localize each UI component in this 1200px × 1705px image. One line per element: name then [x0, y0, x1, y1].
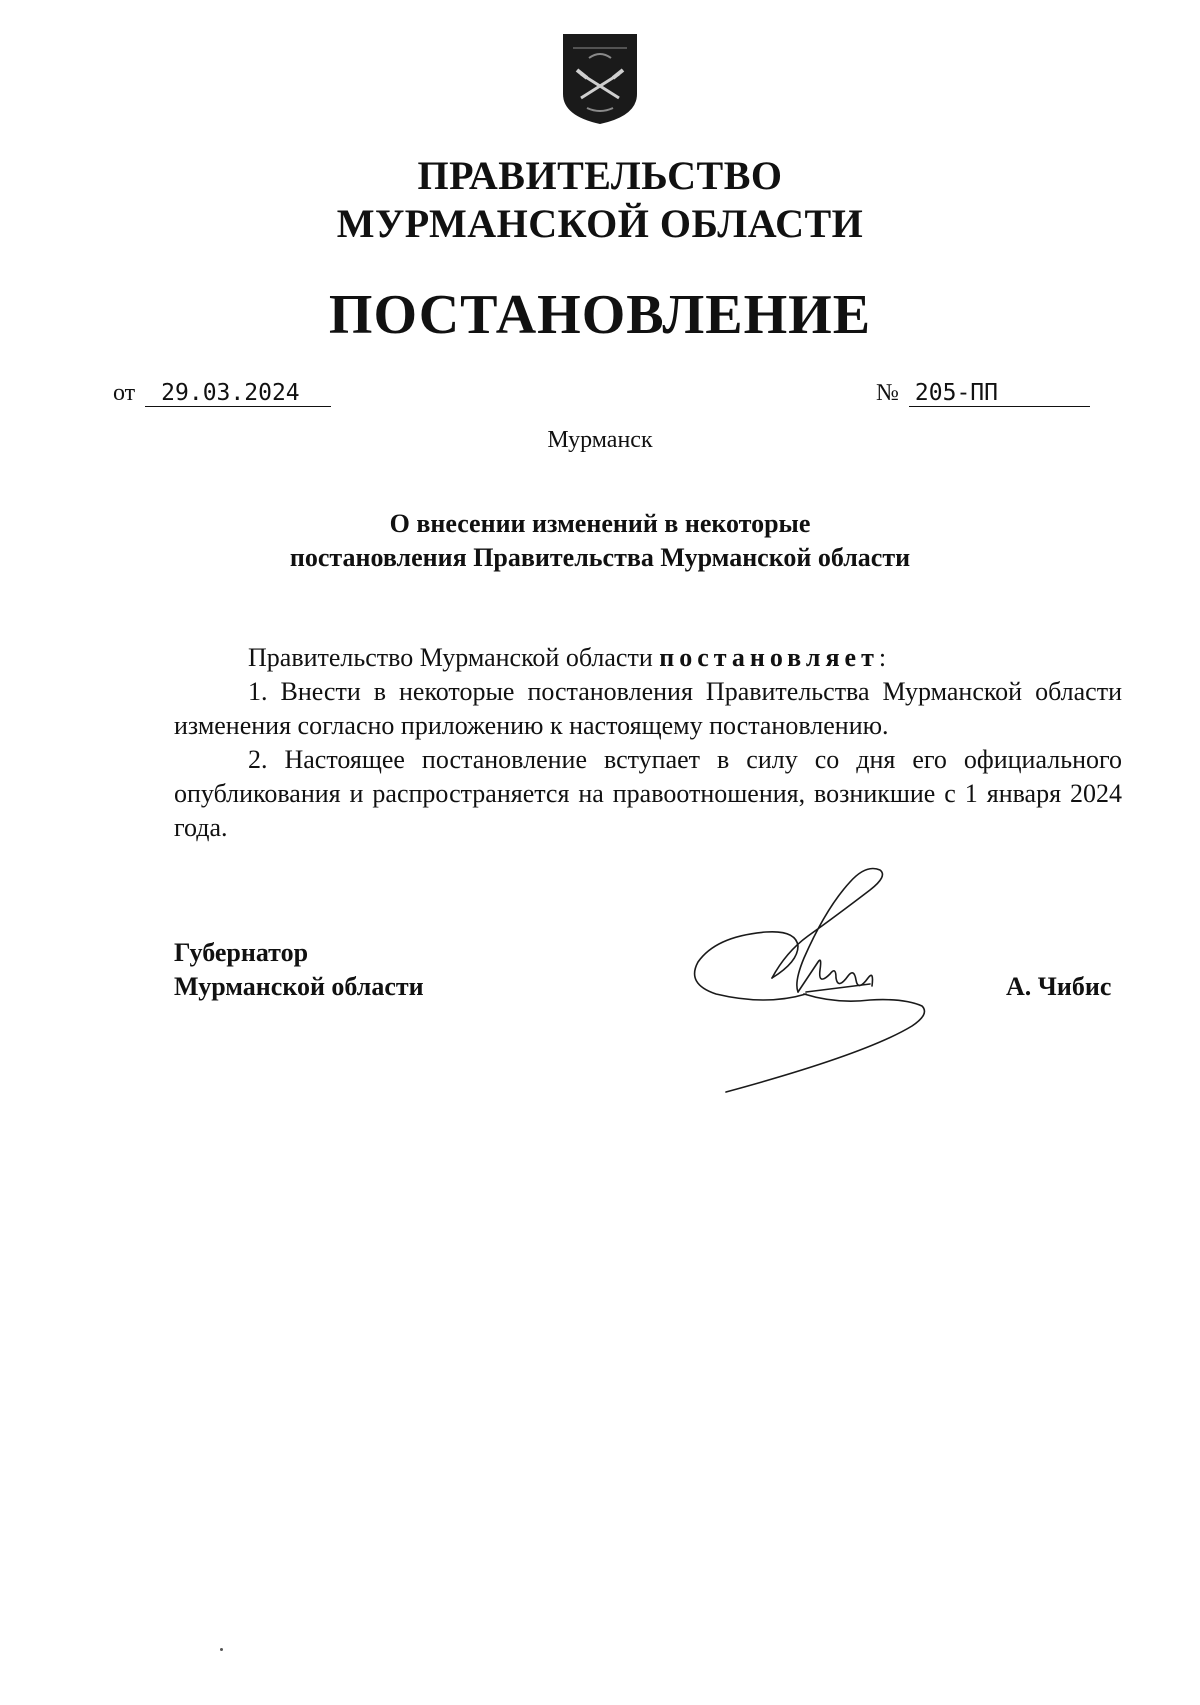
gov-title-line1: ПРАВИТЕЛЬСТВО	[417, 153, 783, 198]
number-prefix: №	[876, 380, 899, 406]
intro-text: Правительство Мурманской области	[248, 643, 660, 672]
item-2-paragraph: 2. Настоящее постановление вступает в силу со дня его официального опубликования и распространяется на правоотношения, возникшие с 1 января 2024 года.	[174, 745, 1122, 842]
item-1-paragraph: 1. Внести в некоторые постановления Правительства Мурманской области изменения согласно приложению к настоящему постановлению.	[174, 677, 1122, 740]
signer-title-line2: Мурманской области	[174, 972, 424, 1001]
signer-title	[174, 936, 424, 1004]
document-body	[174, 641, 1122, 845]
date-value: 29.03.2024	[145, 380, 331, 407]
intro-paragraph	[174, 641, 1122, 675]
date-line	[113, 378, 331, 408]
date-prefix: от	[113, 380, 136, 406]
government-title	[0, 152, 1200, 248]
document-type-title: ПОСТАНОВЛЕНИЕ	[328, 284, 872, 346]
gov-title-line2: МУРМАНСКОЙ ОБЛАСТИ	[336, 201, 864, 246]
signer-name: А. Чибис	[1006, 972, 1112, 1001]
scan-speck	[220, 1648, 223, 1651]
city: Мурманск	[547, 427, 653, 453]
intro-colon: :	[878, 643, 887, 672]
coat-of-arms-icon	[559, 28, 641, 126]
subject-line2: постановления Правительства Мурманской области	[289, 543, 911, 572]
subject-line1: О внесении изменений в некоторые	[389, 509, 811, 538]
signer-title-line1: Губернатор	[174, 938, 309, 967]
handwritten-signature	[686, 866, 936, 1094]
intro-spaced-word: постановляет	[659, 643, 879, 672]
document-subject	[0, 507, 1200, 575]
number-line	[876, 378, 1090, 408]
number-value: 205-ПП	[909, 380, 1090, 407]
